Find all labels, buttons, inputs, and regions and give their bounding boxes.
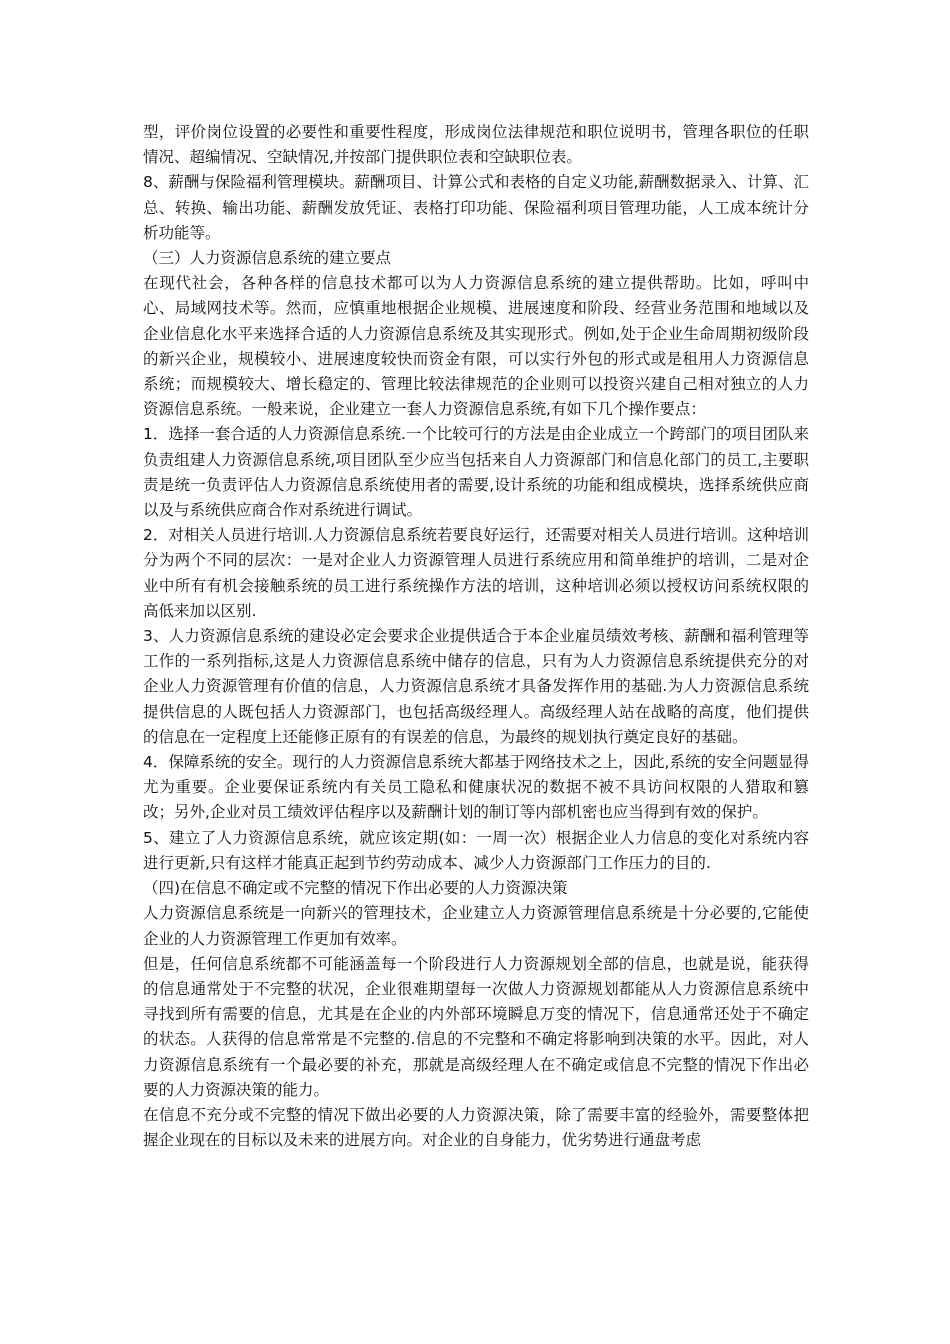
section-heading-3: （三）人力资源信息系统的建立要点: [143, 249, 392, 268]
paragraph-system-necessity: 人力资源信息系统是一向新兴的管理技术，企业建立人力资源管理信息系统是十分必要的,它能使企业的人力资源管理工作更加有效率。: [143, 904, 809, 948]
paragraph-point-5: 5、建立了人力资源信息系统，就应该定期(如：一周一次）根据企业人力信息的变化对系统内容进行更新,只有这样才能真正起到节约劳动成本、减少人力资源部门工作压力的目的.: [143, 828, 809, 872]
paragraph-point-2: 2．对相关人员进行培训.人力资源信息系统若要良好运行，还需要对相关人员进行培训。这种培训分为两个不同的层次：一是对企业人力资源管理人员进行系统应用和简单维护的培训，二是对企业中所有有机会接触系统的员工进行系统操作方法的培训，这种培训必须以授权访问系统权限的高低来加以区别.: [143, 526, 809, 620]
paragraph-system-establishment: 在现代社会，各种各样的信息技术都可以为人力资源信息系统的建立提供帮助。比如，呼叫中心、局域网技术等。然而，应慎重地根据企业规模、进展速度和阶段、经营业务范围和地域以及企业信息化水平来选择合适的人力资源信息系统及其实现形式。例如,处于企业生命周期初级阶段的新兴企业，规模较小、进展速度较快而资金有限，可以实行外包的形式或是租用人力资源信息系统；而规模较大、增长稳定的、管理比较法律规范的企业则可以投资兴建自己相对独立的人力资源信息系统。一般来说，企业建立一套人力资源信息系统,有如下几个操作要点：: [143, 274, 809, 419]
paragraph-incomplete-information: 但是，任何信息系统都不可能涵盖每一个阶段进行人力资源规划全部的信息，也就是说，能获得的信息通常处于不完整的状况，企业很难期望每一次做人力资源规划都能从人力资源信息系统中寻找到所有需要的信息，尤其是在企业的内外部环境瞬息万变的情况下，信息通常还处于不确定的状态。人获得的信息常常是不完整的.信息的不完整和不确定将影响到决策的水平。因此，对人力资源信息系统有一个最必要的补充，那就是高级经理人在不确定或信息不完整的情况下作出必要的人力资源决策的能力。: [143, 954, 809, 1099]
paragraph-point-1: 1．选择一套合适的人力资源信息系统.一个比较可行的方法是由企业成立一个跨部门的项目团队来负责组建人力资源信息系统,项目团队至少应当包括来自人力资源部门和信息化部门的员工,主要职责是统一负责评估人力资源信息系统使用者的需要,设计系统的功能和组成模块，选择系统供应商以及与系统供应商合作对系统进行调试。: [143, 425, 809, 520]
paragraph-point-3: 3、人力资源信息系统的建设必定会要求企业提供适合于本企业雇员绩效考核、薪酬和福利管理等工作的一系列指标,这是人力资源信息系统中储存的信息，只有为人力资源信息系统提供充分的对企业人力资源管理有价值的信息，人力资源信息系统才具备发挥作用的基础.为人力资源信息系统提供信息的人既包括人力资源部门，也包括高级经理人。高级经理人站在战略的高度，他们提供的信息在一定程度上还能修正原有的有误差的信息，为最终的规划执行奠定良好的基础。: [143, 627, 809, 746]
paragraph-job-position-continuation: 型，评价岗位设置的必要性和重要性程度，形成岗位法律规范和职位说明书，管理各职位的任职情况、超编情况、空缺情况,并按部门提供职位表和空缺职位表。: [143, 123, 809, 167]
paragraph-point-4: 4．保障系统的安全。现行的人力资源信息系统大都基于网络技术之上，因此,系统的安全问题显得尤为重要。企业要保证系统内有关员工隐私和健康状况的数据不被不具访问权限的人猎取和篡改；另外,企业对员工绩效评估程序以及薪酬计划的制订等内部机密也应当得到有效的保护。: [143, 753, 809, 822]
paragraph-decision-making: 在信息不充分或不完整的情况下做出必要的人力资源决策，除了需要丰富的经验外，需要整体把握企业现在的目标以及未来的进展方向。对企业的自身能力，优劣势进行通盘考虑: [143, 1105, 809, 1150]
document-body: [143, 120, 809, 1153]
paragraph-salary-module: 8、薪酬与保险福利管理模块。薪酬项目、计算公式和表格的自定义功能,薪酬数据录入、计算、汇总、转换、输出功能、薪酬发放凭证、表格打印功能、保险福利项目管理功能，人工成本统计分析功能等。: [143, 173, 809, 242]
section-heading-4: （四)在信息不确定或不完整的情况下作出必要的人力资源决策: [143, 879, 568, 898]
